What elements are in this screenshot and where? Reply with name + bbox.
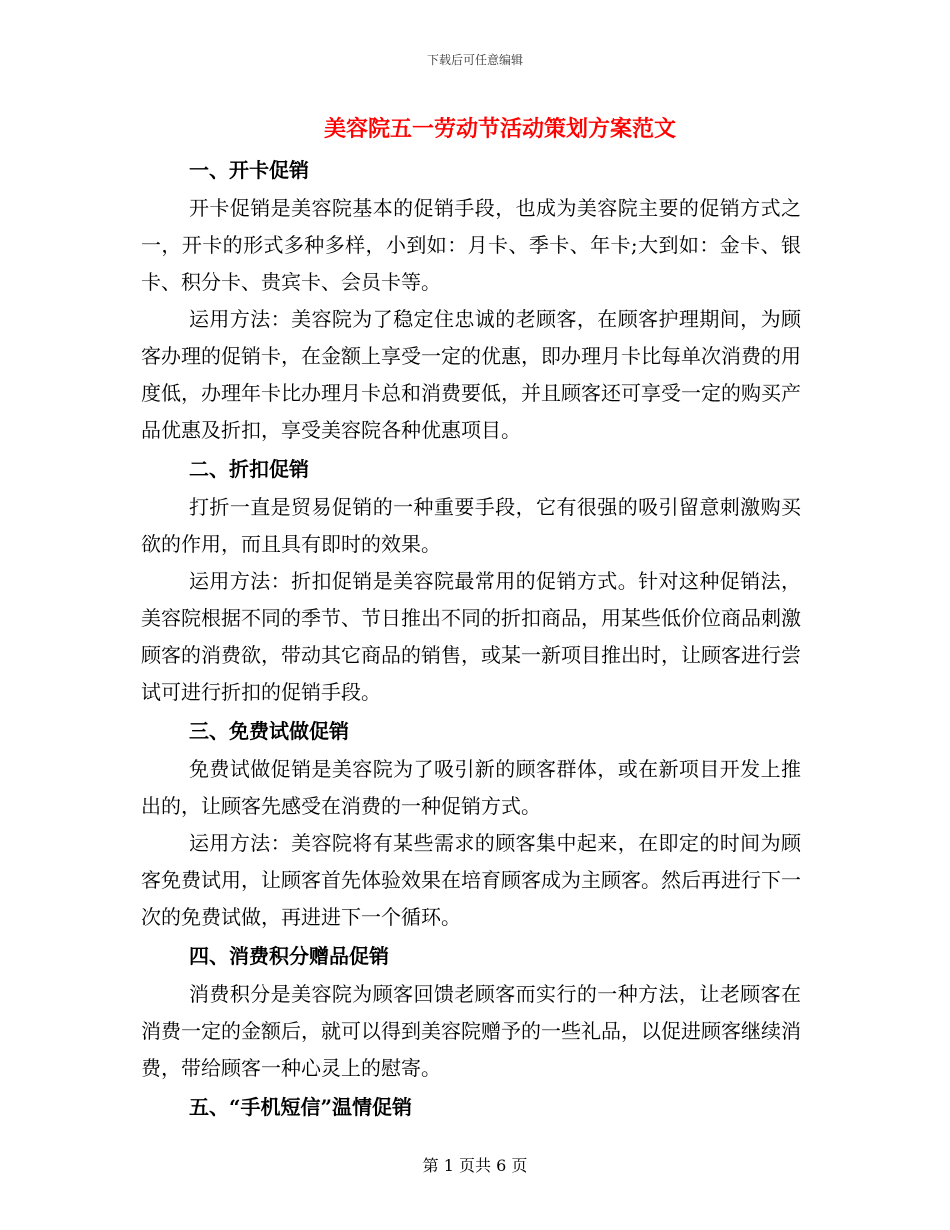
paragraph: 运用方法：折扣促销是美容院最常用的促销方式。针对这种促销法，美容院根据不同的季节、节日推出不同的折扣商品，用某些低价位商品刺激顾客的消费欲，带动其它商品的销售，或某一新项目推出时，让顾客进行尝试可进行折扣的促销手段。 bbox=[141, 569, 801, 704]
page-header: 下载后可任意编辑 bbox=[426, 53, 523, 67]
section-heading: 四、消费积分赠品促销 bbox=[189, 944, 389, 968]
document-body bbox=[141, 150, 801, 1127]
section-heading: 五、“手机短信”温情促销 bbox=[189, 1095, 413, 1119]
section-1 bbox=[141, 150, 801, 449]
document-title: 美容院五一劳动节活动策划方案范文 bbox=[323, 116, 676, 142]
paragraph: 消费积分是美容院为顾客回馈老顾客而实行的一种方法，让老顾客在消费一定的金额后，就可以得到美容院赠予的一些礼品，以促进顾客继续消费，带给顾客一种心灵上的慰寄。 bbox=[141, 982, 801, 1080]
section-5 bbox=[141, 1087, 801, 1127]
paragraph: 运用方法：美容院为了稳定住忠诚的老顾客，在顾客护理期间，为顾客办理的促销卡，在金额上享受一定的优惠，即办理月卡比每单次消费的用度低，办理年卡比办理月卡总和消费要低，并且顾客还可享受一定的购买产品优惠及折扣，享受美容院各种优惠项目。 bbox=[141, 307, 801, 442]
paragraph: 开卡促销是美容院基本的促销手段，也成为美容院主要的促销方式之一，开卡的形式多种多样，小到如：月卡、季卡、年卡;大到如：金卡、银卡、积分卡、贵宾卡、会员卡等。 bbox=[141, 196, 801, 294]
paragraph: 免费试做促销是美容院为了吸引新的顾客群体，或在新项目开发上推出的，让顾客先感受在消费的一种促销方式。 bbox=[141, 757, 801, 818]
section-2 bbox=[141, 449, 801, 711]
page-number: 第 1 页共 6 页 bbox=[422, 1156, 528, 1175]
section-heading: 一、开卡促销 bbox=[189, 158, 309, 182]
section-4 bbox=[141, 936, 801, 1087]
paragraph: 运用方法：美容院将有某些需求的顾客集中起来，在即定的时间为顾客免费试用，让顾客首先体验效果在培育顾客成为主顾客。然后再进行下一次的免费试做，再进进下一个循环。 bbox=[141, 831, 801, 929]
section-heading: 三、免费试做促销 bbox=[189, 719, 349, 743]
section-heading: 二、折扣促销 bbox=[189, 457, 309, 481]
paragraph: 打折一直是贸易促销的一种重要手段，它有很强的吸引留意刺激购买欲的作用，而且具有即时的效果。 bbox=[141, 495, 801, 556]
section-3 bbox=[141, 711, 801, 936]
